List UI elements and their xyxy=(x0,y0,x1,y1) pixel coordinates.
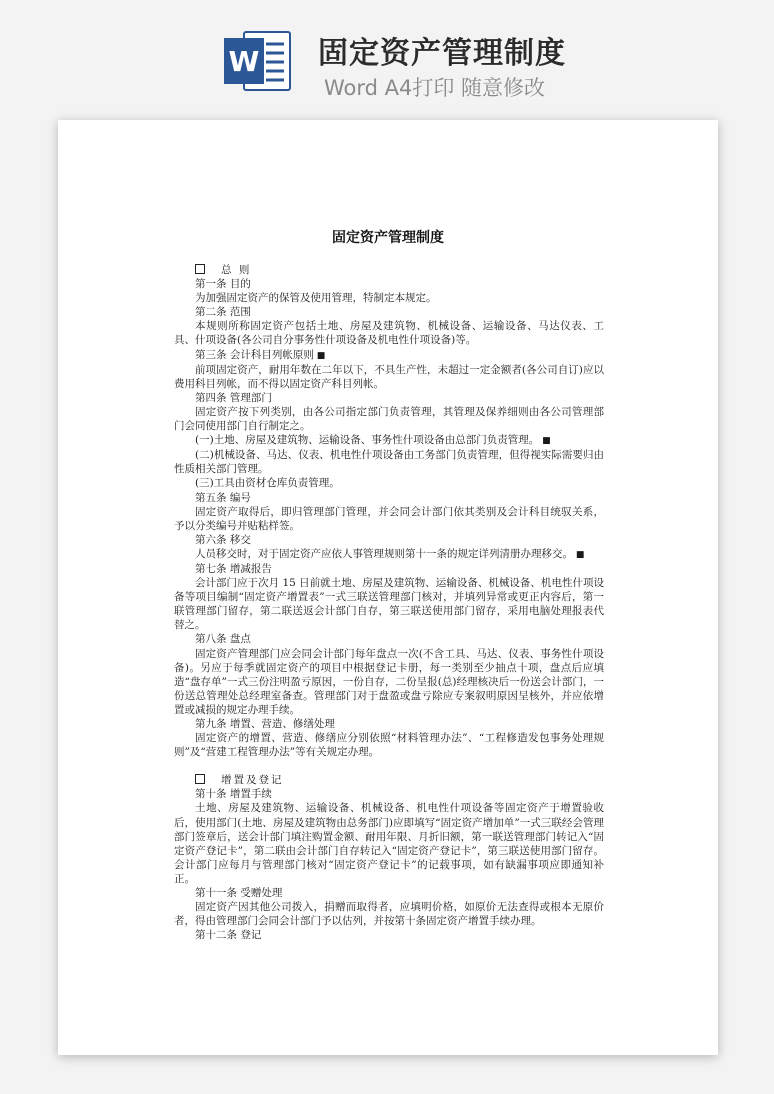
document-body xyxy=(174,263,604,942)
checkbox-square-icon xyxy=(195,264,205,274)
paragraph xyxy=(174,391,604,405)
paragraph xyxy=(174,886,604,900)
paragraph-text: 第六条 移交 xyxy=(195,533,251,546)
paragraph-text: 固定资产按下列类别，由各公司指定部门负责管理，其管理及保养细则由各公司管理部门会同使用部门自行制定之。 xyxy=(174,405,604,433)
banner-title: 固定资产管理制度 xyxy=(318,36,566,71)
template-banner xyxy=(0,0,774,110)
paragraph-text: 固定资产取得后，即归管理部门管理，并会同会计部门依其类别及会计科目统驭关系，予以分类编号并贴粘样签。 xyxy=(174,505,604,532)
paragraph xyxy=(174,319,604,347)
paragraph xyxy=(174,505,604,533)
paragraph xyxy=(174,476,604,490)
paragraph xyxy=(174,731,604,759)
paragraph xyxy=(174,562,604,576)
section-heading-label: 增置及登记 xyxy=(221,774,284,787)
banner-subtitle: Word A4打印 随意修改 xyxy=(324,76,546,100)
paragraph xyxy=(174,900,604,928)
paragraph-text: 第七条 增减报告 xyxy=(195,562,272,575)
paragraph-text: 第四条 管理部门 xyxy=(195,391,272,404)
section-heading-label: 总 则 xyxy=(221,264,252,276)
paragraph-text: 人员移交时，对于固定资产应依人事管理规则第十一条的规定详列清册办理移交。 xyxy=(195,547,573,560)
document-title: 固定资产管理制度 xyxy=(332,230,444,246)
paragraph-text: 固定资产因其他公司拨入，捐赠而取得者，应填明价格，如原价无法查得或根本无原价者，得由管理部门会同会计部门予以估列，并按第十条固定资产增置手续办理。 xyxy=(174,901,604,928)
paragraph-text: 会计部门应于次月 15 日前就土地、房屋及建筑物、运输设备、机械设备、机电性什项设备等项目编制“固定资产增置表”一式三联送管理部门核对，并填列异常或更正内容后，第一联管理部门留存，第二联送返会计部门自存，第三联送使用部门留存，采用电脑处理报表代替之。 xyxy=(174,577,604,632)
paragraph-text: (二)机械设备、马达、仪表、机电性什项设备由工务部门负责管理，但得视实际需要归由性质相关部门管理。 xyxy=(174,449,604,476)
paragraph-text: 固定资产的增置、营造、修缮应分别依照“材料管理办法”、“工程修造发包事务处理规则”及“营建工程管理办法”等有关规定办理。 xyxy=(174,732,604,759)
paragraph xyxy=(174,405,604,433)
paragraph-text: 固定资产管理部门应会同会计部门每年盘点一次(不含工具、马达、仪表、事务性什项设备)。另应于每季就固定资产的项目中根据登记卡册，每一类别至少抽点十项，盘点后应填造“盘存单”一式三份注明盈亏原因，一份自存，二份呈报(总)经理核决后一份送会计部门，一份送总管理处总经理室备查。管理部门对于盘盈或盘亏除应专案叙明原因呈核外，并应依增置或减损的规定办理手续。 xyxy=(174,647,604,716)
paragraph xyxy=(174,291,604,305)
paragraph xyxy=(174,433,604,448)
paragraph xyxy=(174,533,604,547)
paragraph-text: (一)土地、房屋及建筑物、运输设备、事务性什项设备由总部门负责管理。 xyxy=(195,434,540,447)
paragraph-text: 第五条 编号 xyxy=(195,491,251,504)
paragraph xyxy=(174,717,604,731)
paragraph xyxy=(174,928,604,942)
paragraph-text: 第十二条 登记 xyxy=(195,929,262,942)
paragraph xyxy=(174,277,604,291)
paragraph-text: 第八条 盘点 xyxy=(195,633,251,646)
word-logo-icon xyxy=(222,26,294,96)
paragraph xyxy=(174,647,604,717)
word-logo-letter: W xyxy=(228,45,260,78)
section-heading xyxy=(174,263,604,277)
paragraph xyxy=(174,801,604,886)
paragraph-text: 第一条 目的 xyxy=(195,278,251,291)
paragraph xyxy=(174,305,604,319)
paragraph-text: 第二条 范围 xyxy=(195,306,251,319)
paragraph xyxy=(174,363,604,391)
paragraph xyxy=(174,632,604,646)
paragraph-text: 前项固定资产，耐用年数在二年以下，不具生产性，未超过一定金额者(各公司自订)应以费用科目列帐，而不得以固定资产科目列帐。 xyxy=(174,363,604,390)
paragraph-text: 第九条 增置、营造、修缮处理 xyxy=(195,718,335,730)
paragraph-text: 土地、房屋及建筑物、运输设备、机械设备、机电性什项设备等固定资产于增置验收后，使用部门(土地、房屋及建筑物由总务部门)应即填写“固定资产增加单”一式三联经会管理部门签章后，送会计部门填注购置金额、耐用年限、月折旧额，第一联送管理部门转记入“固定资产登记卡”，第二联由会计部门自存转记入“固定资产登记卡”，第三联送使用部门留存。会计部门应每月与管理部门核对“固定资产登记卡”的记载事项，如有缺漏事项应即通知补正。 xyxy=(174,802,604,885)
paragraph-gap xyxy=(174,759,604,773)
checkbox-square-icon xyxy=(195,774,205,784)
black-square-mark: ■ xyxy=(313,350,326,361)
paragraph xyxy=(174,491,604,505)
paragraph xyxy=(174,348,604,363)
paragraph xyxy=(174,448,604,476)
paragraph-text: (三)工具由资材仓库负责管理。 xyxy=(195,477,340,490)
paragraph-text: 第十一条 受赠处理 xyxy=(195,887,283,900)
paragraph-text: 第三条 会计科目列帐原则 xyxy=(195,348,314,361)
paragraph xyxy=(174,787,604,801)
section-heading xyxy=(174,773,604,787)
black-square-mark: ■ xyxy=(573,549,585,560)
document-page xyxy=(58,120,718,1055)
black-square-mark: ■ xyxy=(539,436,551,447)
paragraph xyxy=(174,547,604,562)
paragraph-text: 第十条 增置手续 xyxy=(195,788,272,801)
paragraph-text: 为加强固定资产的保管及使用管理，特制定本规定。 xyxy=(195,292,437,305)
paragraph xyxy=(174,576,604,632)
paragraph-text: 本规则所称固定资产包括土地、房屋及建筑物、机械设备、运输设备、马达仪表、工具、什项设备(各公司自分事务性什项设备及机电性什项设备)等。 xyxy=(174,320,604,347)
